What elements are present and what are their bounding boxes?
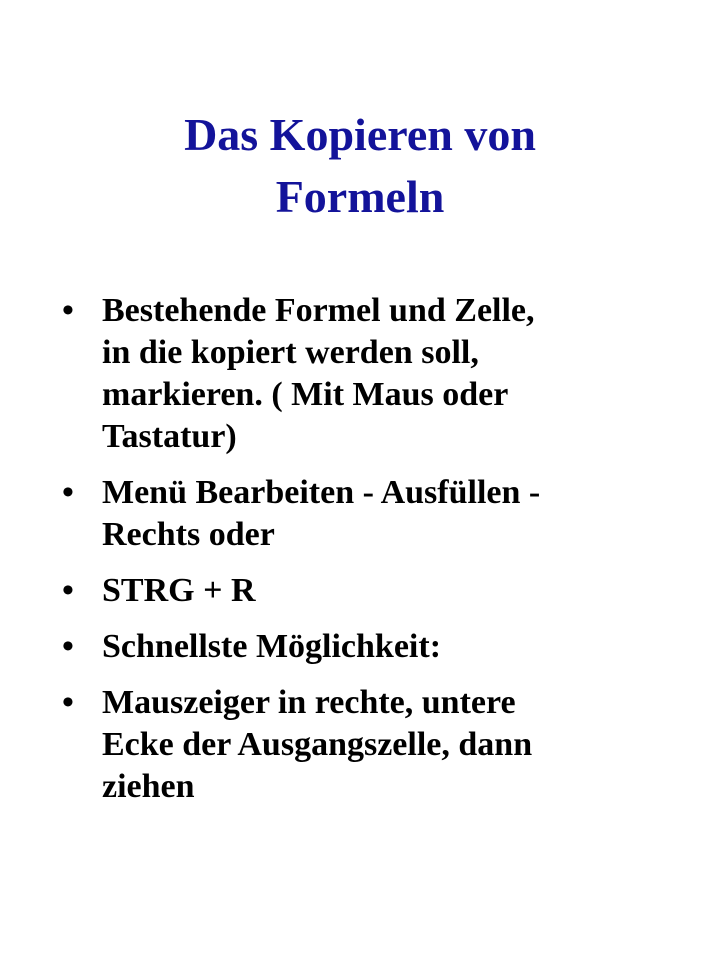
bullet-list xyxy=(62,290,682,822)
bullet-item xyxy=(62,570,682,612)
bullet-text: Bestehende Formel und Zelle, in die kopiert werden soll, markieren. ( Mit Maus oder Tastatur) xyxy=(102,292,535,455)
slide-title: Das Kopieren von Formeln xyxy=(184,109,536,222)
bullet-text: Mauszeiger in rechte, untere Ecke der Ausgangszelle, dann ziehen xyxy=(102,684,533,805)
bullet-item xyxy=(62,626,682,668)
bullet-text: Menü Bearbeiten - Ausfüllen - Rechts oder xyxy=(102,474,541,553)
bullet-item xyxy=(62,472,682,556)
bullet-icon: • xyxy=(62,474,74,511)
bullet-icon: • xyxy=(62,572,74,609)
bullet-icon: • xyxy=(62,292,74,329)
bullet-text: Schnellste Möglichkeit: xyxy=(102,628,442,665)
bullet-icon: • xyxy=(62,684,74,721)
bullet-item xyxy=(62,682,682,808)
bullet-icon: • xyxy=(62,628,74,665)
bullet-text: STRG + R xyxy=(102,572,256,609)
bullet-item xyxy=(62,290,682,458)
